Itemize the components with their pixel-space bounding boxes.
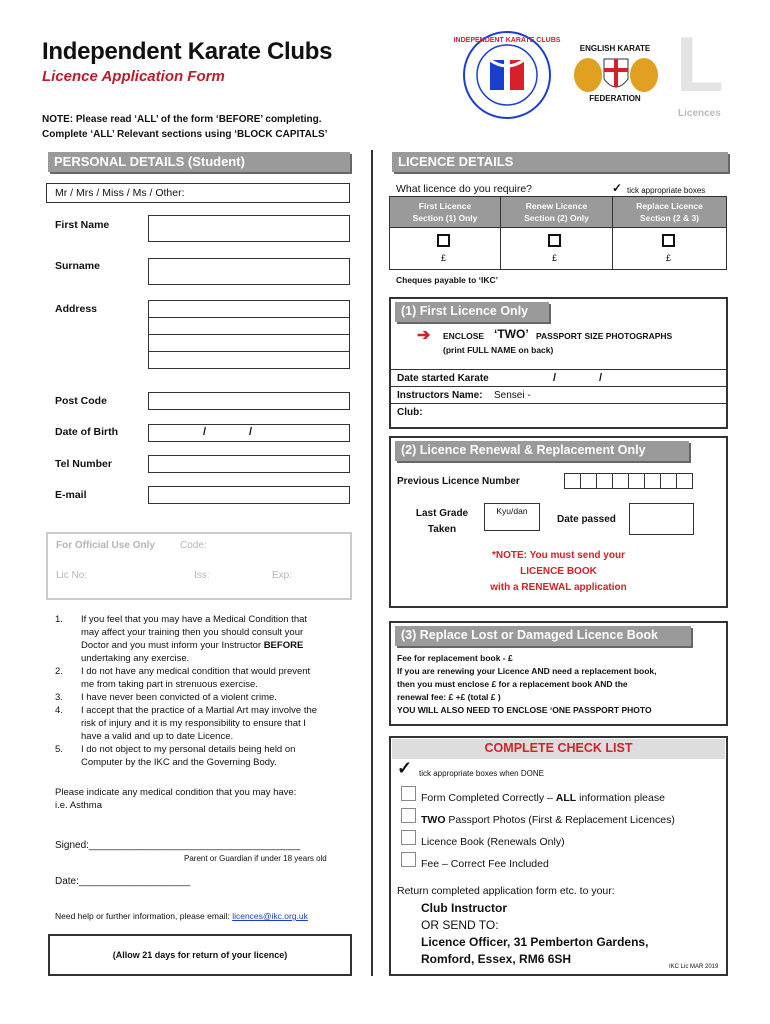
address-line-2-text: Romford, Essex, RM6 6SH (421, 952, 572, 966)
official-exp-label: Exp: (272, 570, 293, 581)
declaration-line (81, 691, 277, 704)
section-3-box (389, 621, 728, 726)
ekf-lions-shield (570, 55, 662, 95)
kyu-dan-hint: Kyu/dan (496, 506, 528, 516)
address-line-4[interactable] (148, 351, 350, 369)
declaration-item (55, 613, 355, 665)
page-subtitle: Licence Application Form (42, 68, 225, 85)
licence-question: What licence do you require? (396, 183, 532, 195)
print-name-text: (print FULL NAME on back) (443, 345, 554, 355)
col-renew-line2: Section (2) Only (524, 213, 589, 223)
post-code-input[interactable] (148, 392, 350, 410)
declarations-list (55, 613, 355, 769)
declaration-line-text: Doctor and you must inform your Instructor (81, 640, 264, 651)
form-completed-bold: ALL (555, 792, 577, 804)
address-line-3[interactable] (148, 334, 350, 352)
form-completed-pre: Form Completed Correctly – (421, 792, 556, 804)
col-replace-line2: Section (2 & 3) (639, 213, 700, 223)
help-email-link[interactable]: licences@ikc.org.uk (232, 911, 308, 921)
declaration-item (55, 691, 355, 704)
first-amount: £ (441, 253, 447, 263)
declaration-line (81, 652, 307, 665)
licence-details-heading: LICENCE DETAILS (392, 152, 728, 172)
passport-photos-bold: TWO (421, 814, 446, 826)
declaration-line-text: Computer by the IKC and the Governing Body. (81, 757, 277, 768)
declaration-line-text: undertaking any exercise. (81, 653, 190, 664)
licences-watermark: Licences (678, 108, 721, 119)
declaration-line-text: I do not object to my personal details being held on (81, 744, 296, 755)
renewal-note-line1: *NOTE: You must send your (492, 550, 625, 561)
form-completed-post: information please (576, 792, 665, 804)
address-line-2[interactable] (148, 317, 350, 335)
last-grade-label (397, 506, 487, 538)
address-line-1-text: Licence Officer, 31 Pemberton Gardens, (421, 935, 649, 949)
declaration-line (81, 756, 295, 769)
declaration-bold-word: BEFORE (263, 640, 304, 651)
fee-included-label: Fee – Correct Fee Included (421, 858, 549, 870)
date-started-slash-2: / (599, 372, 603, 384)
title-field[interactable] (46, 183, 350, 203)
renewal-fee-line: renewal fee: £ +£ (total £ ) (397, 692, 501, 702)
section-1-heading: (1) First Licence Only (395, 302, 549, 322)
tick-instruction: tick appropriate boxes (627, 186, 706, 195)
medical-section (55, 786, 296, 812)
declaration-line (81, 613, 307, 626)
surname-label: Surname (55, 260, 100, 272)
col-renew-line1: Renew Licence (525, 201, 588, 211)
arrow-right-icon: ➔ (417, 327, 431, 344)
declaration-text (81, 704, 317, 743)
declaration-text (81, 665, 310, 691)
sensei-label: Sensei - (494, 390, 531, 401)
ekf-bottom-text: FEDERATION (589, 94, 641, 103)
declaration-number: 2. (55, 666, 63, 677)
official-code-label: Code: (180, 540, 207, 551)
note-line-2: Complete ‘ALL’ Relevant sections using ‘BLOCK CAPITALS’ (42, 129, 328, 140)
declaration-number: 3. (55, 692, 63, 703)
renewal-note (391, 548, 726, 596)
declaration-item (55, 665, 355, 691)
email-input[interactable] (148, 486, 350, 504)
declaration-line (81, 717, 317, 730)
dob-slash-1: / (203, 426, 207, 438)
declaration-line-text: have a valid and up to date Licence. (81, 731, 234, 742)
licence-book-label: Licence Book (Renewals Only) (421, 836, 565, 848)
return-instructions: Return completed application form etc. to your: (397, 885, 615, 897)
declaration-line-text: risk of injury and it is my responsibility to ensure that I (81, 718, 306, 729)
section-3-text (397, 652, 656, 717)
col-replace-line1: Replace Licence (636, 201, 703, 211)
official-iss-label: Iss: (194, 570, 210, 581)
passport-text: PASSPORT SIZE PHOTOGRAPHS (536, 331, 673, 341)
form-code: IKC Lic MAR 2019 (669, 964, 719, 970)
address-line-1[interactable] (148, 300, 350, 318)
or-send-text: OR SEND TO: (421, 918, 499, 932)
fee-included-checkbox[interactable] (401, 852, 416, 867)
post-code-label: Post Code (55, 395, 107, 407)
previous-licence-label: Previous Licence Number (397, 476, 520, 487)
note-line-1: NOTE: Please read ‘ALL’ of the form ‘BEFORE’ completing. (42, 114, 322, 125)
enclose-photo-line: YOU WILL ALSO NEED TO ENCLOSE ‘ONE PASSPORT PHOTO (397, 705, 652, 715)
declaration-line-text: I do not have any medical condition that would prevent (81, 666, 311, 677)
page-title: Independent Karate Clubs (42, 38, 333, 65)
email-label: E-mail (55, 489, 87, 501)
declaration-line (81, 626, 307, 639)
declaration-number: 1. (55, 614, 63, 625)
declaration-line (81, 665, 310, 678)
licence-type-table (389, 196, 727, 270)
official-use-label: For Official Use Only (56, 540, 155, 551)
col-first-licence (390, 200, 500, 224)
declaration-text (81, 743, 295, 769)
date-started-slash-1: / (553, 372, 557, 384)
passport-photos-checkbox[interactable] (401, 808, 416, 823)
medical-example: i.e. Asthma (55, 800, 102, 811)
col-renew-licence (501, 200, 612, 224)
official-lic-no-label: Lic No: (56, 570, 88, 581)
declaration-line-text: I have never been convicted of a violent crime. (81, 692, 277, 703)
tel-label: Tel Number (55, 458, 112, 470)
renewal-note-line3: with a RENEWAL application (490, 582, 627, 593)
help-text-label: Need help or further information, please email: (55, 911, 233, 921)
first-name-label: First Name (55, 219, 110, 231)
renewing-line: If you are renewing your Licence AND need a replacement book, (397, 666, 657, 676)
instructors-label: Instructors Name: (397, 390, 483, 401)
col-first-line2: Section (1) Only (412, 213, 478, 223)
checklist-box (389, 736, 728, 976)
passport-photos-post: Passport Photos (First & Replacement Licences) (445, 814, 675, 826)
last-grade-input[interactable] (484, 503, 540, 531)
last-grade-line1: Last Grade (415, 508, 469, 519)
tick-icon: ✓ (612, 181, 623, 195)
enclose-fee-line: then you must enclose £ for a replacement book AND the (397, 679, 628, 689)
declaration-text (81, 691, 277, 704)
address-label: Address (55, 303, 98, 315)
date-passed-label: Date passed (557, 514, 616, 525)
allow-days-box (48, 934, 352, 976)
checklist-tick-icon: ✓ (397, 758, 413, 778)
surname-input[interactable] (148, 258, 350, 285)
declaration-line (81, 639, 307, 652)
replace-amount: £ (666, 253, 672, 263)
medical-prompt: Please indicate any medical condition that you may have: (55, 787, 297, 798)
declaration-line-text: may affect your training then you should consult your (81, 627, 304, 638)
dob-slash-2: / (249, 426, 253, 438)
official-use-box (46, 532, 352, 600)
ekf-top-text: ENGLISH KARATE (579, 44, 651, 53)
first-name-input[interactable] (148, 215, 350, 242)
last-grade-line2: Taken (427, 524, 457, 535)
renew-amount: £ (552, 253, 558, 263)
personal-details-heading: PERSONAL DETAILS (Student) (48, 152, 350, 172)
renew-licence-checkbox[interactable] (548, 234, 561, 247)
dob-input[interactable] (148, 424, 350, 442)
section-2-box (389, 436, 728, 608)
replacement-fee-line: Fee for replacement book - £ (397, 653, 513, 663)
title-options-label: Mr / Mrs / Miss / Ms / Other: (55, 187, 185, 199)
instructions-note (42, 112, 327, 142)
licence-book-checkbox[interactable] (401, 830, 416, 845)
declaration-line (81, 704, 317, 717)
dob-label: Date of Birth (55, 426, 118, 438)
declaration-line-text: me from taking part in strenuous exercise. (81, 679, 258, 690)
declaration-line (81, 743, 295, 756)
cheques-note: Cheques payable to ‘IKC’ (396, 275, 499, 285)
two-text: ‘TWO’ (494, 327, 529, 341)
signed-line[interactable]: Signed:______________________________________ (55, 840, 301, 851)
declaration-line-text: I accept that the practice of a Martial Art may involve the (81, 705, 318, 716)
previous-licence-number-input[interactable] (564, 473, 692, 494)
date-line[interactable]: Date:____________________ (55, 876, 191, 887)
declaration-number: 4. (55, 705, 63, 716)
declaration-line (81, 678, 310, 691)
date-started-label: Date started Karate (397, 373, 489, 384)
col-replace-licence (613, 200, 726, 224)
form-completed-checkbox[interactable] (401, 786, 416, 801)
allow-days-text: (Allow 21 days for return of your licence) (112, 950, 288, 960)
date-passed-input[interactable] (629, 503, 694, 535)
club-label: Club: (397, 407, 423, 418)
enclose-text: ENCLOSE (443, 331, 485, 341)
section-3-heading: (3) Replace Lost or Damaged Licence Book (395, 626, 691, 646)
declaration-number: 5. (55, 744, 63, 755)
passport-photos-label (421, 814, 675, 826)
col-first-line1: First Licence (418, 201, 472, 211)
declaration-item (55, 743, 355, 769)
declaration-item (55, 704, 355, 743)
declaration-line (81, 730, 317, 743)
declaration-line-text: If you feel that you may have a Medical Condition that (81, 614, 308, 625)
club-instructor-text: Club Instructor (421, 901, 507, 915)
tel-input[interactable] (148, 455, 350, 473)
parent-guardian-note: Parent or Guardian if under 18 years old (184, 854, 327, 863)
checklist-heading: COMPLETE CHECK LIST (392, 739, 725, 759)
first-licence-checkbox[interactable] (437, 234, 450, 247)
help-text (55, 911, 308, 921)
form-completed-label (421, 792, 665, 804)
section-1-box (389, 297, 728, 429)
return-address (421, 900, 648, 968)
ikc-logo (453, 30, 561, 120)
renewal-note-line2: LICENCE BOOK (520, 566, 597, 577)
declaration-text (81, 613, 307, 665)
licence-watermark-letter: L (676, 20, 724, 108)
section-2-heading: (2) Licence Renewal & Replacement Only (395, 441, 689, 461)
column-divider (371, 150, 373, 976)
logo-ring-text: INDEPENDENT KARATE CLUBS (453, 37, 561, 44)
checklist-instruction: tick appropriate boxes when DONE (419, 769, 544, 778)
replace-licence-checkbox[interactable] (662, 234, 675, 247)
